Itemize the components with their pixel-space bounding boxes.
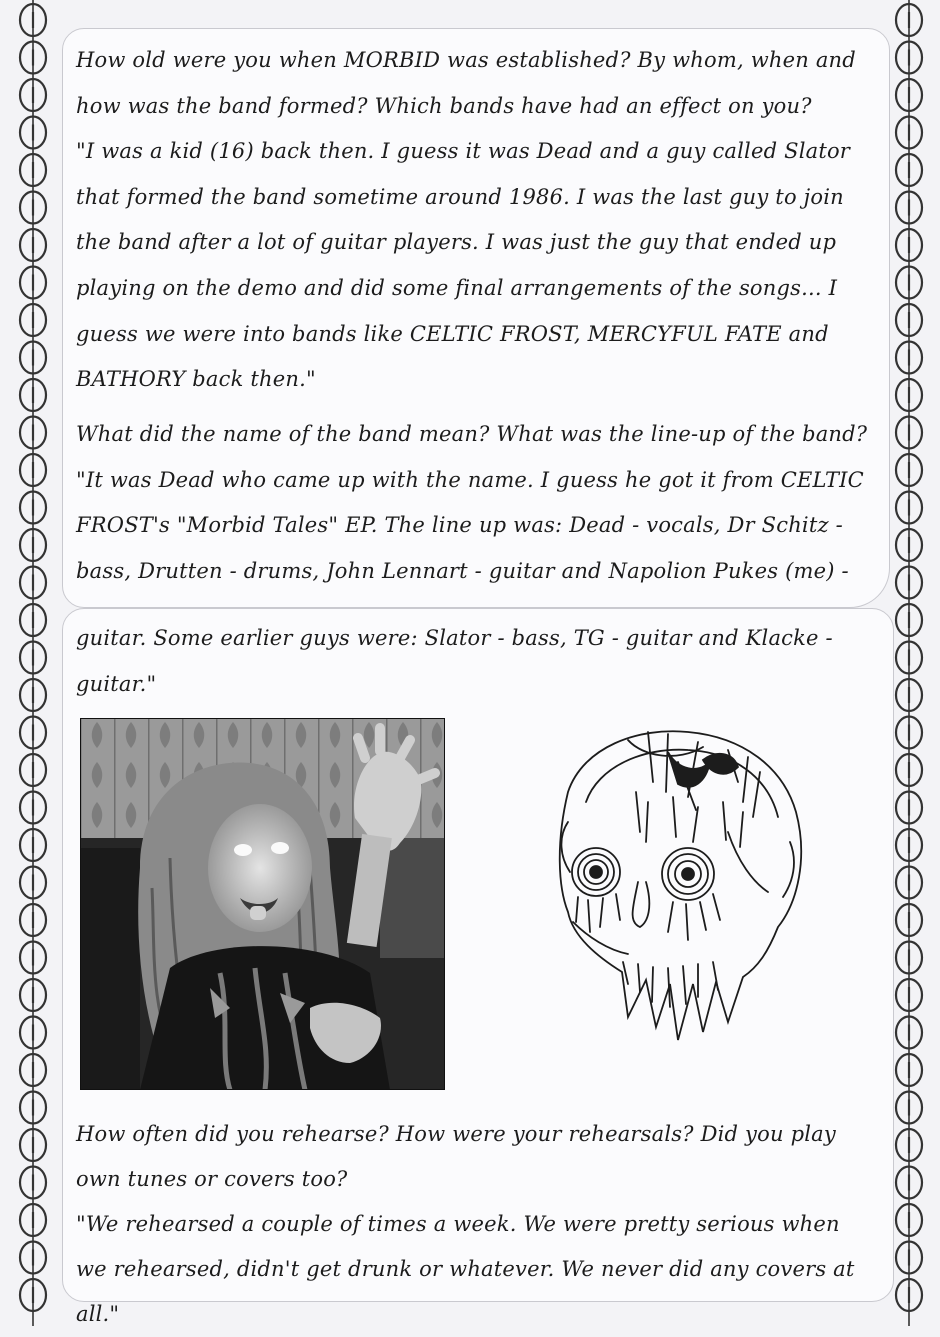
skull-drawing-graphic <box>528 722 810 1050</box>
interview-block-2 <box>76 412 881 594</box>
chain-border-right <box>888 0 930 1326</box>
interview-block-1 <box>76 38 881 403</box>
interview-block-3 <box>76 1112 866 1337</box>
chain-border-left <box>12 0 54 1326</box>
photo-graphic <box>80 718 445 1090</box>
answer-1: "I was a kid (16) back then. I guess it was Dead and a guy called Slator that formed the band sometime around 1986. I was the last guy to join the band after a lot of guitar players. I was just the guy that ended up playing on the demo and did some final arrangements of the songs... I guess we were into bands like CELTIC FROST, MERCYFUL FATE and BATHORY back then." <box>76 139 851 392</box>
question-2: What did the name of the band mean? What was the line-up of the band? <box>76 422 868 446</box>
chain-border-left-graphic <box>12 0 54 1326</box>
chain-border-right-graphic <box>888 0 930 1326</box>
answer-2-continued: guitar. Some earlier guys were: Slator - bass, TG - guitar and Klacke - guitar." <box>76 626 833 696</box>
skull-drawing <box>528 722 810 1050</box>
answer-3: "We rehearsed a couple of times a week. We were pretty serious when we rehearsed, didn't get drunk or whatever. We never did any covers at all." <box>76 1212 855 1326</box>
question-1: How old were you when MORBID was established? By whom, when and how was the band formed? Which bands have had an effect on you? <box>76 48 856 118</box>
interview-block-2-continued <box>76 616 881 707</box>
question-3: How often did you rehearse? How were your rehearsals? Did you play own tunes or covers too? <box>76 1122 836 1191</box>
answer-2: "It was Dead who came up with the name. I guess he got it from CELTIC FROST's "Morbid Tales" EP. The line up was: Dead - vocals, Dr Schitz - bass, Drutten - drums, John Lennart - guitar and Napolion Pukes (me) - <box>76 467 864 583</box>
band-member-photo <box>80 718 445 1090</box>
